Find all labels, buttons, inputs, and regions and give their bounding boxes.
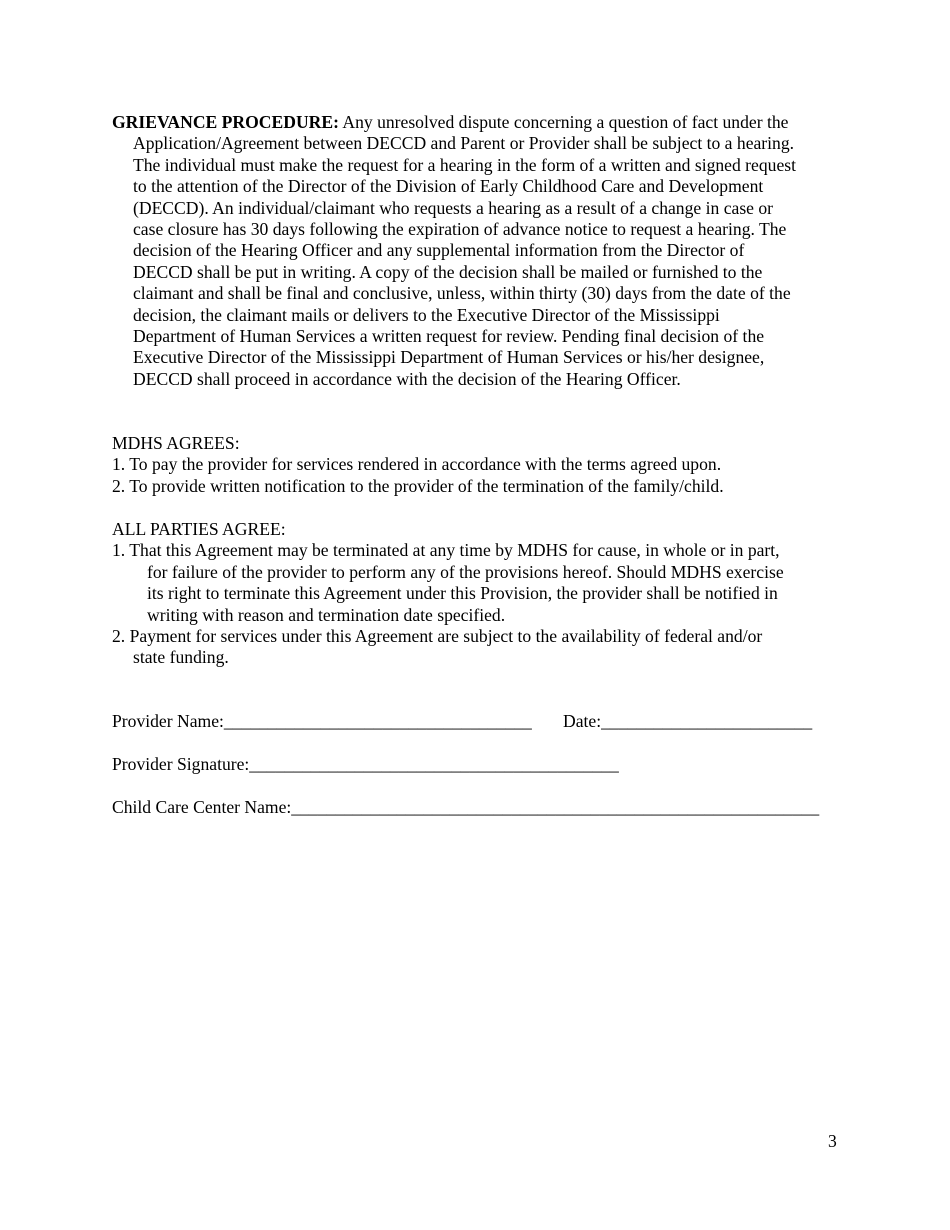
- parties-item-2: [112, 626, 852, 669]
- parties-item-2-line: state funding.: [133, 647, 229, 668]
- grievance-line: DECCD shall be put in writing. A copy of the decision shall be mailed or furnished to the: [133, 261, 763, 282]
- grievance-line: Application/Agreement between DECCD and Parent or Provider shall be subject to a hearing.: [133, 133, 795, 154]
- parties-item-1-first-line: 1. That this Agreement may be terminated at any time by MDHS for cause, in whole or in part,: [112, 540, 780, 561]
- child-care-center-name-field[interactable]: Child Care Center Name:____________________________________________________________: [112, 797, 820, 817]
- mdhs-item: 2. To provide written notification to the provider of the termination of the family/child.: [112, 475, 724, 496]
- grievance-line: Executive Director of the Mississippi Department of Human Services or his/her designee,: [133, 347, 765, 368]
- grievance-line: to the attention of the Director of the Division of Early Childhood Care and Development: [133, 176, 764, 197]
- grievance-line: (DECCD). An individual/claimant who requests a hearing as a result of a change in case or: [133, 197, 774, 218]
- mdhs-item: 1. To pay the provider for services rendered in accordance with the terms agreed upon.: [112, 454, 722, 475]
- page-number: 3: [828, 1131, 837, 1151]
- parties-heading: ALL PARTIES AGREE:: [112, 519, 286, 539]
- grievance-line: DECCD shall proceed in accordance with the decision of the Hearing Officer.: [133, 368, 681, 389]
- grievance-first-line-text: Any unresolved dispute concerning a question of fact under the: [338, 112, 789, 132]
- parties-item-1-line: writing with reason and termination date specified.: [147, 604, 506, 625]
- grievance-body: [112, 133, 852, 390]
- parties-item-2-first-line: 2. Payment for services under this Agreement are subject to the availability of federal and/or: [112, 626, 763, 647]
- all-parties-agree-section: [112, 519, 852, 669]
- grievance-line: decision, the claimant mails or delivers to the Executive Director of the Mississippi: [133, 304, 720, 325]
- parties-item-2-continuation: [112, 647, 852, 668]
- parties-item-1: [112, 540, 852, 626]
- grievance-line: The individual must make the request for a hearing in the form of a written and signed request: [133, 154, 796, 175]
- mdhs-heading: MDHS AGREES:: [112, 433, 240, 453]
- grievance-line: Department of Human Services a written request for review. Pending final decision of the: [133, 326, 765, 347]
- grievance-first-line: [112, 112, 852, 133]
- grievance-line: case closure has 30 days following the expiration of advance notice to request a hearing. The: [133, 219, 787, 240]
- parties-item-1-continuation: [112, 562, 852, 626]
- provider-name-field[interactable]: Provider Name:___________________________________: [112, 711, 532, 731]
- parties-item-1-line: for failure of the provider to perform any of the provisions hereof. Should MDHS exercise: [147, 561, 784, 582]
- mdhs-agrees-section: [112, 433, 852, 497]
- grievance-procedure-section: [112, 112, 852, 390]
- date-field[interactable]: Date:________________________: [563, 711, 813, 731]
- grievance-line: decision of the Hearing Officer and any supplemental information from the Director of: [133, 240, 745, 261]
- grievance-line: claimant and shall be final and conclusive, unless, within thirty (30) days from the date of the: [133, 283, 791, 304]
- grievance-heading: GRIEVANCE PROCEDURE:: [112, 112, 339, 132]
- parties-item-1-line: its right to terminate this Agreement under this Provision, the provider shall be notified in: [147, 583, 778, 604]
- provider-signature-field[interactable]: Provider Signature:__________________________________________: [112, 754, 619, 774]
